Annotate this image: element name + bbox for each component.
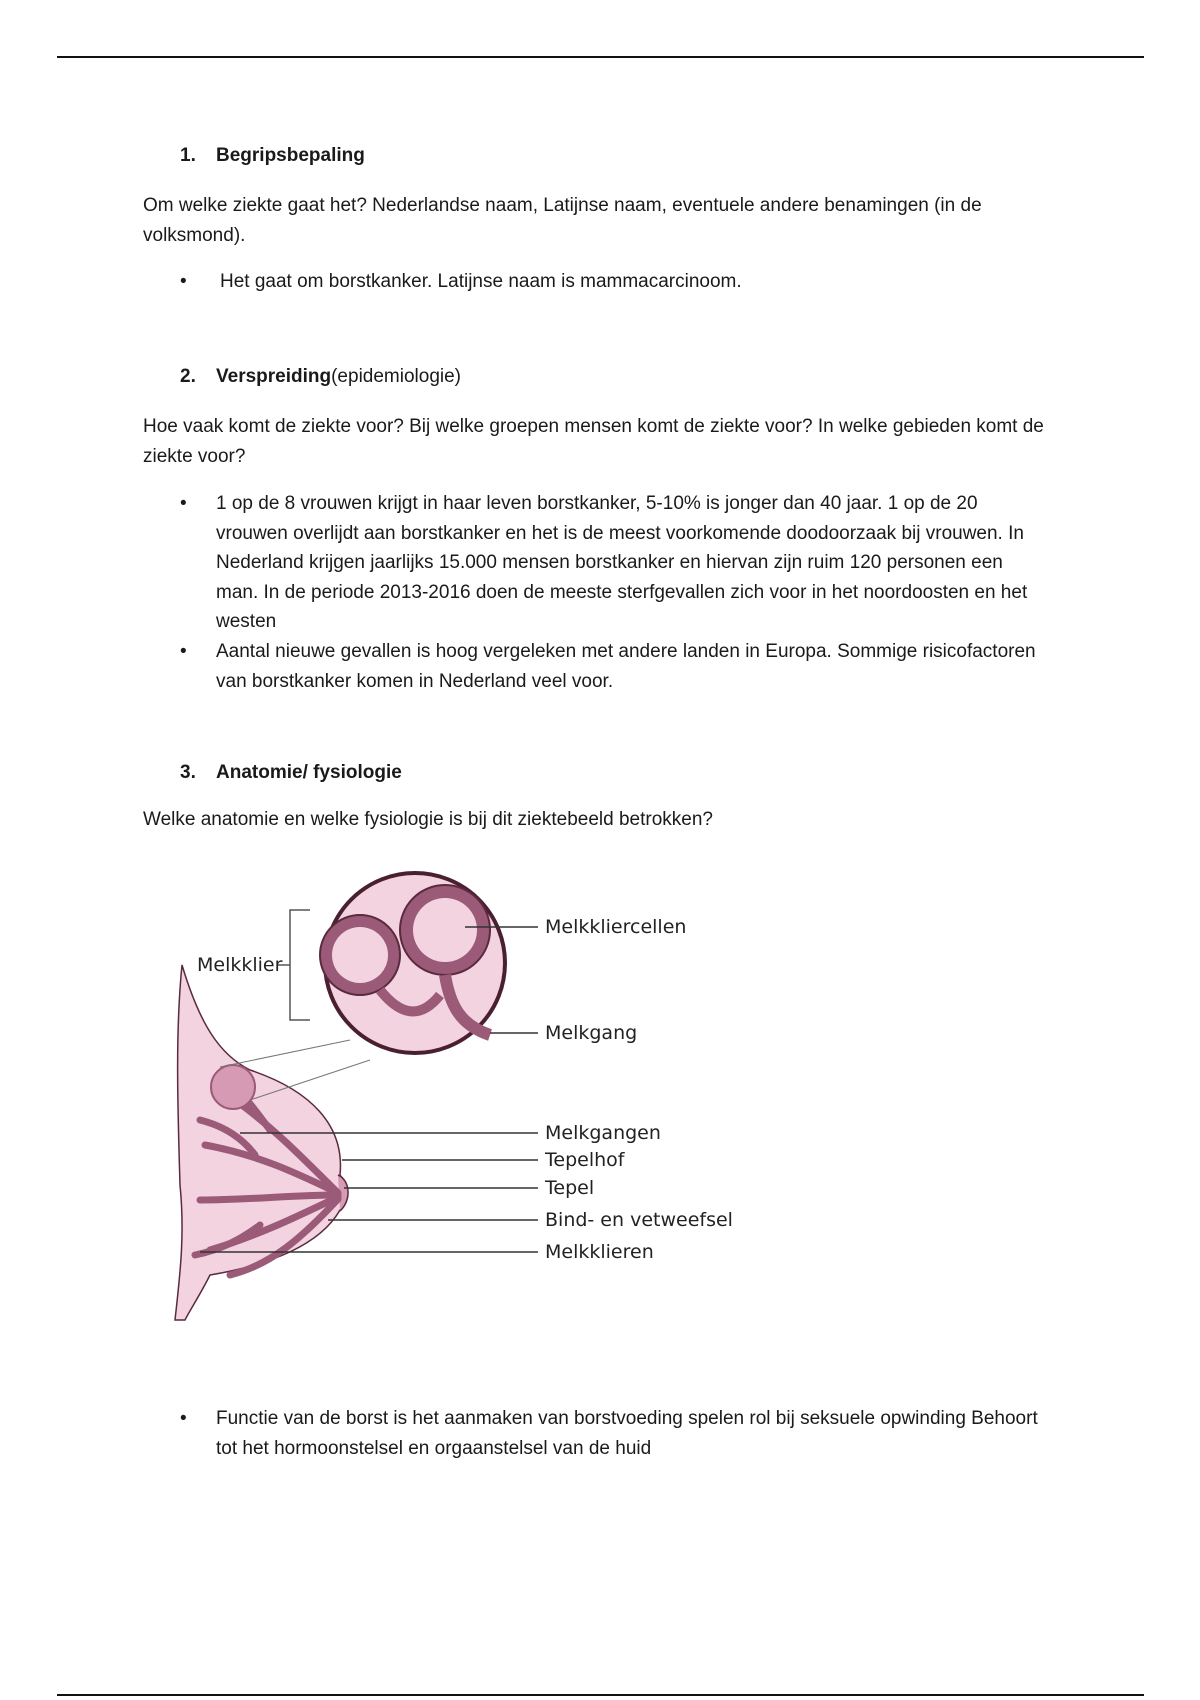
section-1-title: Begripsbepaling <box>216 145 365 166</box>
melkklier-bracket <box>290 910 310 1020</box>
label-tepelhof: Tepelhof <box>545 1149 625 1171</box>
section-2-suffix: (epidemiologie) <box>331 366 462 387</box>
section-1-bullet-1 <box>180 267 1050 297</box>
section-1-heading <box>180 144 365 168</box>
label-melkklier: Melkklier <box>197 954 283 976</box>
bullet-icon: • <box>180 1408 187 1429</box>
label-tepel: Tepel <box>545 1177 595 1199</box>
label-melkklieren: Melkklieren <box>545 1241 654 1263</box>
label-bind-vetweefsel: Bind- en vetweefsel <box>545 1209 733 1231</box>
section-2-question: Hoe vaak komt de ziekte voor? Bij welke groepen mensen komt de ziekte voor? In welke gebieden komt de ziekte voor? <box>143 416 1044 467</box>
section-2-bullet-2 <box>180 637 1050 696</box>
section-3-bullet-1 <box>180 1404 1050 1463</box>
section-3-heading <box>180 761 402 785</box>
section-2-number: 2. <box>180 366 196 387</box>
label-melkkliercellen: Melkkliercellen <box>545 916 687 938</box>
breast-anatomy-diagram <box>160 855 760 1325</box>
bullet-icon: • <box>180 271 187 292</box>
section-3-title: Anatomie/ fysiologie <box>216 762 402 783</box>
bullet-icon: • <box>180 493 187 514</box>
section-3-number: 3. <box>180 762 196 783</box>
section-1-bullet-1-text: Het gaat om borstkanker. Latijnse naam is mammacarcinoom. <box>220 271 742 292</box>
footer-rule <box>57 1694 1144 1696</box>
section-3-question: Welke anatomie en welke fysiologie is bij dit ziektebeeld betrokken? <box>143 809 713 830</box>
section-2-bullet-1-text: 1 op de 8 vrouwen krijgt in haar leven borstkanker, 5-10% is jonger dan 40 jaar. 1 op de 20 vrouwen overlijdt aan borstkanker en het is de meest voorkomende doodoorzaak bij vrouwen. In Nederland krijgen jaarlijks 15.000 mensen borstkanker en hiervan zijn ruim 120 personen een man. In de periode 2013-2016 doen de meeste sterfgevallen zich voor in het noordoosten en het westen <box>216 493 1028 632</box>
zoom-guide-top <box>220 1040 350 1067</box>
section-1-question: Om welke ziekte gaat het? Nederlandse naam, Latijnse naam, eventuele andere benamingen (in de volksmond). <box>143 195 982 246</box>
section-2-title: Verspreiding <box>216 366 332 387</box>
acinus-right-lumen <box>413 898 477 962</box>
lobule-marker <box>211 1065 255 1109</box>
section-1-number: 1. <box>180 145 196 166</box>
breast-anatomy-figure <box>160 855 760 1325</box>
bullet-icon: • <box>180 641 187 662</box>
label-melkgangen: Melkgangen <box>545 1122 661 1144</box>
section-2-heading <box>180 365 461 389</box>
section-3-bullet-1-text: Functie van de borst is het aanmaken van borstvoeding spelen rol bij seksuele opwinding Behoort tot het hormoonstelsel en orgaanstelsel van de huid <box>216 1408 1038 1459</box>
label-melkgang: Melkgang <box>545 1022 638 1044</box>
section-2-bullet-1 <box>180 489 1050 637</box>
section-2-bullet-2-text: Aantal nieuwe gevallen is hoog vergeleken met andere landen in Europa. Sommige risicofactoren van borstkanker komen in Nederland veel voor. <box>216 641 1036 692</box>
header-rule <box>57 56 1144 58</box>
acinus-left-lumen <box>332 927 388 983</box>
